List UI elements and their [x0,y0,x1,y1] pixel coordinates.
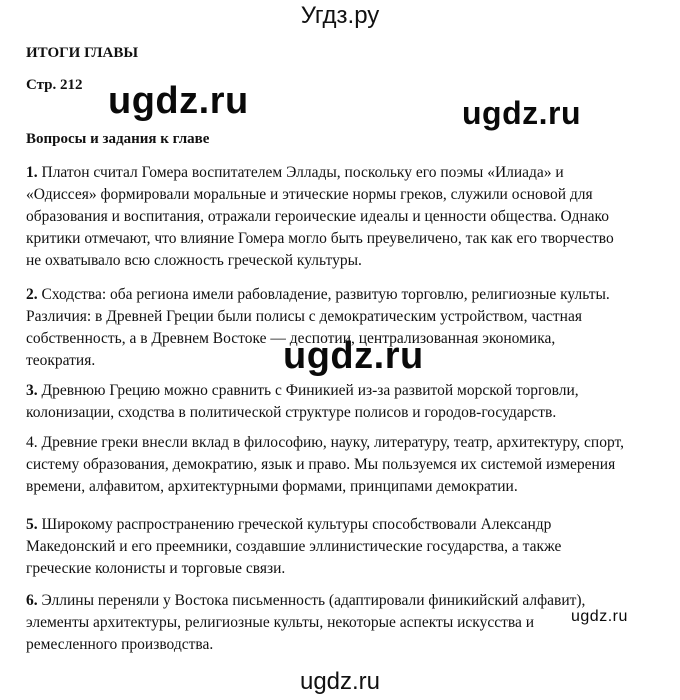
answer-number: 4. [26,434,38,451]
page-reference: Стр. 212 [26,77,83,93]
answer-4 [26,432,626,498]
answer-number: 1. [26,164,38,181]
answer-text: Платон считал Гомера воспитателем Эллады, поскольку его поэмы «Илиада» и «Одиссея» формировали моральные и этические нормы греков, служили основой для образования и воспитания, отражали героические идеалы и ценности общества. Однако критики отмечают, что влияние Гомера могло быть преувеличено, так как его творчество не охватывало всю сложность греческой культуры. [26,164,614,269]
answer-number: 3. [26,382,38,399]
answer-6 [26,590,626,656]
answer-text: Древние греки внесли вклад в философию, науку, литературу, театр, архитектуру, спорт, систему образования, демократию, язык и право. Мы пользуемся их системой измерения времени, алфавитом, архитектурными формами, принципами демократии. [26,434,624,495]
answer-text: Древнюю Грецию можно сравнить с Финикией из-за развитой морской торговли, колонизации, сходства в политической структуре полисов и городов-государств. [26,382,579,421]
answer-text: Широкому распространению греческой культуры способствовали Александр Македонский и его преемники, создавшие эллинистические государства, а также греческие колонисты и торговые связи. [26,516,562,577]
answer-5 [26,514,626,580]
answer-number: 5. [26,516,38,533]
answer-3 [26,380,626,424]
answer-text: Сходства: оба региона имели рабовладение, развитую торговлю, религиозные культы. Различия: в Древней Греции были полисы с демократическим устройством, частная собственность, а в Древнем Востоке — деспотии, централизованная экономика, теократия. [26,286,610,369]
answer-number: 6. [26,592,38,609]
site-footer: ugdz.ru [299,668,381,695]
answer-text: Эллины переняли у Востока письменность (адаптировали финикийский алфавит), элементы архитектуры, религиозные культы, некоторые аспекты искусства и ремесленного производства. [26,592,586,653]
watermark: ugdz.ru [283,335,424,377]
site-header: Угдз.ру [300,2,380,29]
chapter-title: ИТОГИ ГЛАВЫ [26,45,139,61]
watermark: ugdz.ru [462,95,582,131]
watermark: ugdz.ru [571,608,628,625]
section-heading: Вопросы и задания к главе [26,131,210,147]
answer-number: 2. [26,286,38,303]
answer-1 [26,162,626,272]
watermark: ugdz.ru [108,80,249,122]
